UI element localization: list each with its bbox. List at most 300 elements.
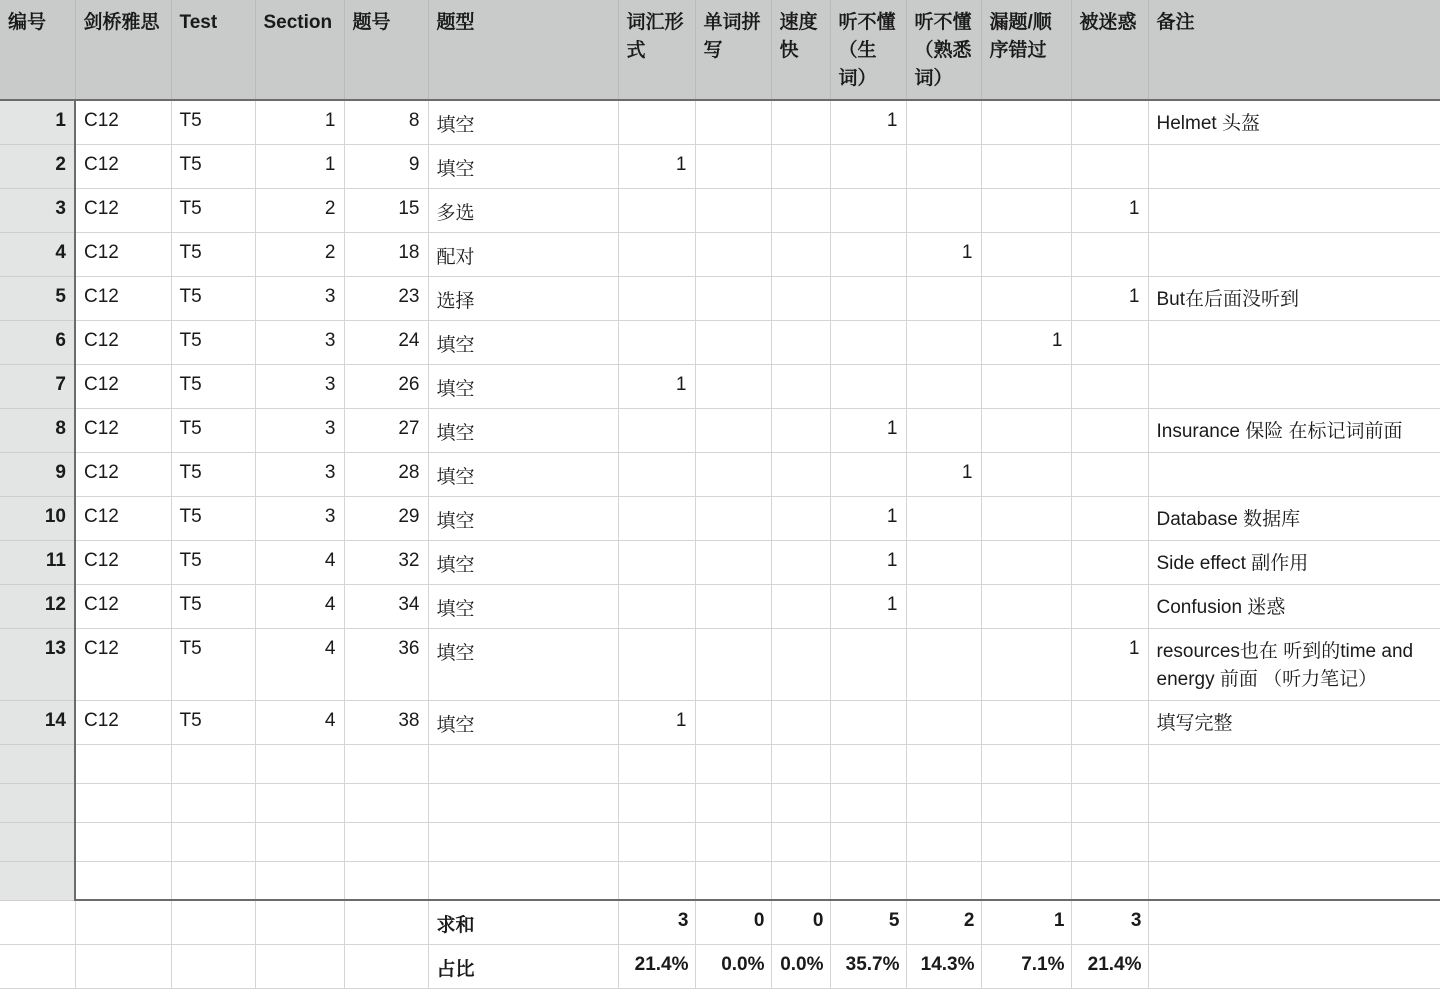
header-cell[interactable]: 漏题/顺序错过 xyxy=(981,0,1071,100)
question-type-cell[interactable]: 多选 xyxy=(428,188,618,232)
missed-order-cell[interactable] xyxy=(981,100,1071,144)
vocab-form-cell[interactable] xyxy=(618,188,695,232)
empty-cell[interactable] xyxy=(171,900,255,944)
empty-cell[interactable] xyxy=(618,822,695,861)
book-cell[interactable]: C12 xyxy=(75,700,171,744)
question-type-cell[interactable]: 填空 xyxy=(428,408,618,452)
empty-cell[interactable] xyxy=(255,900,344,944)
unknown-familiar-word-cell[interactable] xyxy=(906,320,981,364)
speed-cell[interactable] xyxy=(771,584,830,628)
question-type-cell[interactable]: 填空 xyxy=(428,628,618,700)
question-number-cell[interactable]: 27 xyxy=(344,408,428,452)
unknown-familiar-word-cell[interactable] xyxy=(906,496,981,540)
section-cell[interactable]: 2 xyxy=(255,232,344,276)
speed-cell[interactable] xyxy=(771,540,830,584)
note-cell[interactable]: 填写完整 xyxy=(1148,700,1440,744)
row-number[interactable]: 11 xyxy=(0,540,75,584)
empty-cell[interactable] xyxy=(0,861,75,900)
section-cell[interactable]: 4 xyxy=(255,540,344,584)
empty-cell[interactable] xyxy=(771,822,830,861)
spelling-cell[interactable] xyxy=(695,320,771,364)
speed-cell[interactable] xyxy=(771,188,830,232)
spelling-cell[interactable] xyxy=(695,100,771,144)
empty-cell[interactable] xyxy=(1071,822,1148,861)
unknown-new-word-cell[interactable] xyxy=(830,232,906,276)
note-cell[interactable] xyxy=(1148,232,1440,276)
speed-cell[interactable] xyxy=(771,364,830,408)
book-cell[interactable]: C12 xyxy=(75,364,171,408)
header-cell[interactable]: 词汇形式 xyxy=(618,0,695,100)
sum-row-value[interactable]: 3 xyxy=(618,900,695,944)
unknown-familiar-word-cell[interactable] xyxy=(906,628,981,700)
speed-cell[interactable] xyxy=(771,408,830,452)
note-cell[interactable] xyxy=(1148,320,1440,364)
empty-cell[interactable] xyxy=(344,900,428,944)
test-cell[interactable]: T5 xyxy=(171,276,255,320)
empty-cell[interactable] xyxy=(981,744,1071,783)
header-cell[interactable]: 速度快 xyxy=(771,0,830,100)
test-cell[interactable]: T5 xyxy=(171,100,255,144)
spelling-cell[interactable] xyxy=(695,540,771,584)
empty-cell[interactable] xyxy=(255,822,344,861)
empty-cell[interactable] xyxy=(255,944,344,988)
book-cell[interactable]: C12 xyxy=(75,496,171,540)
header-cell[interactable]: 题号 xyxy=(344,0,428,100)
missed-order-cell[interactable] xyxy=(981,540,1071,584)
book-cell[interactable]: C12 xyxy=(75,144,171,188)
empty-cell[interactable] xyxy=(981,861,1071,900)
unknown-familiar-word-cell[interactable] xyxy=(906,188,981,232)
missed-order-cell[interactable] xyxy=(981,584,1071,628)
empty-cell[interactable] xyxy=(344,822,428,861)
empty-cell[interactable] xyxy=(618,783,695,822)
unknown-new-word-cell[interactable] xyxy=(830,188,906,232)
sum-row-value[interactable]: 1 xyxy=(981,900,1071,944)
speed-cell[interactable] xyxy=(771,276,830,320)
section-cell[interactable]: 1 xyxy=(255,144,344,188)
test-cell[interactable]: T5 xyxy=(171,188,255,232)
test-cell[interactable]: T5 xyxy=(171,408,255,452)
question-number-cell[interactable]: 18 xyxy=(344,232,428,276)
empty-cell[interactable] xyxy=(344,783,428,822)
book-cell[interactable]: C12 xyxy=(75,540,171,584)
speed-cell[interactable] xyxy=(771,496,830,540)
book-cell[interactable]: C12 xyxy=(75,320,171,364)
confused-cell[interactable] xyxy=(1071,584,1148,628)
table-row xyxy=(0,364,1440,408)
header-cell[interactable]: 单词拼写 xyxy=(695,0,771,100)
section-cell[interactable]: 4 xyxy=(255,700,344,744)
unknown-familiar-word-cell[interactable] xyxy=(906,700,981,744)
empty-cell[interactable] xyxy=(344,744,428,783)
empty-cell[interactable] xyxy=(171,861,255,900)
confused-cell[interactable] xyxy=(1071,700,1148,744)
vocab-form-cell[interactable] xyxy=(618,320,695,364)
confused-cell[interactable] xyxy=(1071,100,1148,144)
empty-cell[interactable] xyxy=(171,822,255,861)
book-cell[interactable]: C12 xyxy=(75,100,171,144)
empty-cell[interactable] xyxy=(344,944,428,988)
confused-cell[interactable] xyxy=(1071,496,1148,540)
speed-cell[interactable] xyxy=(771,100,830,144)
empty-cell[interactable] xyxy=(1148,822,1440,861)
empty-cell[interactable] xyxy=(75,944,171,988)
missed-order-cell[interactable] xyxy=(981,144,1071,188)
section-cell[interactable]: 3 xyxy=(255,276,344,320)
spelling-cell[interactable] xyxy=(695,144,771,188)
question-number-cell[interactable]: 15 xyxy=(344,188,428,232)
empty-cell[interactable] xyxy=(1071,783,1148,822)
question-type-cell[interactable]: 填空 xyxy=(428,320,618,364)
empty-cell[interactable] xyxy=(906,783,981,822)
book-cell[interactable]: C12 xyxy=(75,408,171,452)
question-type-cell[interactable]: 选择 xyxy=(428,276,618,320)
book-cell[interactable]: C12 xyxy=(75,452,171,496)
header-cell[interactable]: 编号 xyxy=(0,0,75,100)
empty-cell[interactable] xyxy=(171,944,255,988)
unknown-familiar-word-cell[interactable] xyxy=(906,100,981,144)
section-cell[interactable]: 3 xyxy=(255,496,344,540)
question-number-cell[interactable]: 23 xyxy=(344,276,428,320)
question-type-cell[interactable]: 配对 xyxy=(428,232,618,276)
note-cell[interactable]: Helmet 头盔 xyxy=(1148,100,1440,144)
unknown-familiar-word-cell[interactable] xyxy=(906,540,981,584)
empty-cell[interactable] xyxy=(771,744,830,783)
table-row xyxy=(0,584,1440,628)
confused-cell[interactable] xyxy=(1071,452,1148,496)
confused-cell[interactable] xyxy=(1071,232,1148,276)
row-number[interactable]: 1 xyxy=(0,100,75,144)
empty-cell[interactable] xyxy=(1148,783,1440,822)
row-number[interactable]: 13 xyxy=(0,628,75,700)
question-type-cell[interactable]: 填空 xyxy=(428,700,618,744)
missed-order-cell[interactable]: 1 xyxy=(981,320,1071,364)
unknown-new-word-cell[interactable]: 1 xyxy=(830,584,906,628)
unknown-new-word-cell[interactable]: 1 xyxy=(830,540,906,584)
confused-cell[interactable] xyxy=(1071,540,1148,584)
test-cell[interactable]: T5 xyxy=(171,496,255,540)
empty-cell[interactable] xyxy=(75,744,171,783)
table-row xyxy=(0,276,1440,320)
empty-cell[interactable] xyxy=(428,861,618,900)
question-type-cell[interactable]: 填空 xyxy=(428,496,618,540)
sum-row-value[interactable]: 5 xyxy=(830,900,906,944)
empty-cell[interactable] xyxy=(344,861,428,900)
note-cell[interactable]: Confusion 迷惑 xyxy=(1148,584,1440,628)
book-cell[interactable]: C12 xyxy=(75,276,171,320)
missed-order-cell[interactable] xyxy=(981,628,1071,700)
speed-cell[interactable] xyxy=(771,232,830,276)
empty-cell[interactable] xyxy=(1148,900,1440,944)
header-cell[interactable]: Test xyxy=(171,0,255,100)
row-number[interactable]: 12 xyxy=(0,584,75,628)
note-cell[interactable] xyxy=(1148,144,1440,188)
ratio-row-label[interactable]: 占比 xyxy=(428,944,618,988)
question-type-cell[interactable]: 填空 xyxy=(428,584,618,628)
book-cell[interactable]: C12 xyxy=(75,232,171,276)
section-cell[interactable]: 4 xyxy=(255,584,344,628)
empty-cell[interactable] xyxy=(0,900,75,944)
header-cell[interactable]: 听不懂（熟悉词） xyxy=(906,0,981,100)
test-cell[interactable]: T5 xyxy=(171,628,255,700)
note-cell[interactable] xyxy=(1148,188,1440,232)
confused-cell[interactable] xyxy=(1071,144,1148,188)
empty-cell[interactable] xyxy=(830,783,906,822)
row-number[interactable]: 8 xyxy=(0,408,75,452)
question-number-cell[interactable]: 24 xyxy=(344,320,428,364)
book-cell[interactable]: C12 xyxy=(75,628,171,700)
speed-cell[interactable] xyxy=(771,628,830,700)
section-cell[interactable]: 1 xyxy=(255,100,344,144)
vocab-form-cell[interactable] xyxy=(618,496,695,540)
missed-order-cell[interactable] xyxy=(981,452,1071,496)
spelling-cell[interactable] xyxy=(695,496,771,540)
speed-cell[interactable] xyxy=(771,700,830,744)
empty-cell[interactable] xyxy=(906,861,981,900)
test-cell[interactable]: T5 xyxy=(171,700,255,744)
sum-row-value[interactable]: 2 xyxy=(906,900,981,944)
empty-cell[interactable] xyxy=(1071,861,1148,900)
empty-cell[interactable] xyxy=(428,744,618,783)
empty-row xyxy=(0,822,1440,861)
empty-cell[interactable] xyxy=(255,744,344,783)
unknown-familiar-word-cell[interactable] xyxy=(906,408,981,452)
note-cell[interactable]: Insurance 保险 在标记词前面 xyxy=(1148,408,1440,452)
note-cell[interactable]: resources也在 听到的time and energy 前面 （听力笔记） xyxy=(1148,628,1440,700)
header-cell[interactable]: Section xyxy=(255,0,344,100)
empty-cell[interactable] xyxy=(618,861,695,900)
ratio-row-value[interactable]: 35.7% xyxy=(830,944,906,988)
ratio-row-value[interactable]: 7.1% xyxy=(981,944,1071,988)
empty-cell[interactable] xyxy=(1071,744,1148,783)
question-type-cell[interactable]: 填空 xyxy=(428,100,618,144)
unknown-familiar-word-cell[interactable] xyxy=(906,144,981,188)
ratio-row-value[interactable]: 0.0% xyxy=(771,944,830,988)
header-cell[interactable]: 备注 xyxy=(1148,0,1440,100)
empty-cell[interactable] xyxy=(171,783,255,822)
test-cell[interactable]: T5 xyxy=(171,540,255,584)
row-number[interactable]: 4 xyxy=(0,232,75,276)
spelling-cell[interactable] xyxy=(695,364,771,408)
vocab-form-cell[interactable] xyxy=(618,100,695,144)
note-cell[interactable]: Database 数据库 xyxy=(1148,496,1440,540)
empty-cell[interactable] xyxy=(981,783,1071,822)
row-number[interactable]: 5 xyxy=(0,276,75,320)
book-cell[interactable]: C12 xyxy=(75,584,171,628)
question-number-cell[interactable]: 26 xyxy=(344,364,428,408)
empty-cell[interactable] xyxy=(75,861,171,900)
confused-cell[interactable] xyxy=(1071,320,1148,364)
confused-cell[interactable]: 1 xyxy=(1071,628,1148,700)
spelling-cell[interactable] xyxy=(695,232,771,276)
empty-cell[interactable] xyxy=(906,822,981,861)
unknown-new-word-cell[interactable]: 1 xyxy=(830,100,906,144)
empty-cell[interactable] xyxy=(0,744,75,783)
empty-cell[interactable] xyxy=(171,744,255,783)
test-cell[interactable]: T5 xyxy=(171,584,255,628)
section-cell[interactable]: 3 xyxy=(255,320,344,364)
missed-order-cell[interactable] xyxy=(981,408,1071,452)
vocab-form-cell[interactable] xyxy=(618,408,695,452)
empty-cell[interactable] xyxy=(830,861,906,900)
note-cell[interactable]: But在后面没听到 xyxy=(1148,276,1440,320)
empty-cell[interactable] xyxy=(255,861,344,900)
unknown-new-word-cell[interactable] xyxy=(830,364,906,408)
empty-cell[interactable] xyxy=(428,783,618,822)
test-cell[interactable]: T5 xyxy=(171,232,255,276)
unknown-familiar-word-cell[interactable]: 1 xyxy=(906,232,981,276)
question-number-cell[interactable]: 38 xyxy=(344,700,428,744)
empty-cell[interactable] xyxy=(771,783,830,822)
ratio-row-value[interactable]: 14.3% xyxy=(906,944,981,988)
empty-cell[interactable] xyxy=(428,822,618,861)
confused-cell[interactable] xyxy=(1071,364,1148,408)
question-number-cell[interactable]: 8 xyxy=(344,100,428,144)
ratio-row-value[interactable]: 0.0% xyxy=(695,944,771,988)
note-cell[interactable]: Side effect 副作用 xyxy=(1148,540,1440,584)
note-cell[interactable] xyxy=(1148,452,1440,496)
speed-cell[interactable] xyxy=(771,452,830,496)
vocab-form-cell[interactable]: 1 xyxy=(618,364,695,408)
unknown-familiar-word-cell[interactable] xyxy=(906,364,981,408)
row-number[interactable]: 7 xyxy=(0,364,75,408)
missed-order-cell[interactable] xyxy=(981,496,1071,540)
section-cell[interactable]: 3 xyxy=(255,452,344,496)
empty-row xyxy=(0,861,1440,900)
empty-cell[interactable] xyxy=(618,744,695,783)
spelling-cell[interactable] xyxy=(695,408,771,452)
empty-cell[interactable] xyxy=(1148,861,1440,900)
spelling-cell[interactable] xyxy=(695,584,771,628)
unknown-new-word-cell[interactable] xyxy=(830,144,906,188)
vocab-form-cell[interactable] xyxy=(618,276,695,320)
missed-order-cell[interactable] xyxy=(981,276,1071,320)
sum-row-value[interactable]: 0 xyxy=(771,900,830,944)
test-cell[interactable]: T5 xyxy=(171,320,255,364)
missed-order-cell[interactable] xyxy=(981,232,1071,276)
speed-cell[interactable] xyxy=(771,144,830,188)
question-type-cell[interactable]: 填空 xyxy=(428,364,618,408)
sum-row-value[interactable]: 0 xyxy=(695,900,771,944)
test-cell[interactable]: T5 xyxy=(171,452,255,496)
unknown-new-word-cell[interactable] xyxy=(830,628,906,700)
empty-cell[interactable] xyxy=(0,822,75,861)
sum-row-value[interactable]: 3 xyxy=(1071,900,1148,944)
question-number-cell[interactable]: 9 xyxy=(344,144,428,188)
unknown-new-word-cell[interactable]: 1 xyxy=(830,496,906,540)
vocab-form-cell[interactable] xyxy=(618,540,695,584)
confused-cell[interactable]: 1 xyxy=(1071,188,1148,232)
spelling-cell[interactable] xyxy=(695,188,771,232)
header-cell[interactable]: 被迷惑 xyxy=(1071,0,1148,100)
section-cell[interactable]: 4 xyxy=(255,628,344,700)
empty-cell[interactable] xyxy=(830,822,906,861)
vocab-form-cell[interactable] xyxy=(618,232,695,276)
question-number-cell[interactable]: 36 xyxy=(344,628,428,700)
question-type-cell[interactable]: 填空 xyxy=(428,144,618,188)
empty-cell[interactable] xyxy=(981,822,1071,861)
ratio-row-value[interactable]: 21.4% xyxy=(618,944,695,988)
unknown-familiar-word-cell[interactable] xyxy=(906,584,981,628)
speed-cell[interactable] xyxy=(771,320,830,364)
vocab-form-cell[interactable] xyxy=(618,584,695,628)
ratio-row-value[interactable]: 21.4% xyxy=(1071,944,1148,988)
vocab-form-cell[interactable]: 1 xyxy=(618,700,695,744)
spelling-cell[interactable] xyxy=(695,276,771,320)
vocab-form-cell[interactable] xyxy=(618,452,695,496)
question-type-cell[interactable]: 填空 xyxy=(428,540,618,584)
empty-cell[interactable] xyxy=(695,744,771,783)
spelling-cell[interactable] xyxy=(695,628,771,700)
vocab-form-cell[interactable] xyxy=(618,628,695,700)
empty-cell[interactable] xyxy=(0,944,75,988)
row-number[interactable]: 2 xyxy=(0,144,75,188)
confused-cell[interactable] xyxy=(1071,408,1148,452)
question-number-cell[interactable]: 29 xyxy=(344,496,428,540)
section-cell[interactable]: 3 xyxy=(255,408,344,452)
spelling-cell[interactable] xyxy=(695,452,771,496)
missed-order-cell[interactable] xyxy=(981,364,1071,408)
note-cell[interactable] xyxy=(1148,364,1440,408)
unknown-new-word-cell[interactable] xyxy=(830,276,906,320)
row-number[interactable]: 10 xyxy=(0,496,75,540)
empty-cell[interactable] xyxy=(75,900,171,944)
missed-order-cell[interactable] xyxy=(981,700,1071,744)
confused-cell[interactable]: 1 xyxy=(1071,276,1148,320)
header-cell[interactable]: 剑桥雅思 xyxy=(75,0,171,100)
row-number[interactable]: 9 xyxy=(0,452,75,496)
empty-cell[interactable] xyxy=(695,861,771,900)
test-cell[interactable]: T5 xyxy=(171,144,255,188)
table-row xyxy=(0,320,1440,364)
row-number[interactable]: 14 xyxy=(0,700,75,744)
question-type-cell[interactable]: 填空 xyxy=(428,452,618,496)
question-number-cell[interactable]: 28 xyxy=(344,452,428,496)
row-number[interactable]: 3 xyxy=(0,188,75,232)
header-cell[interactable]: 听不懂（生词） xyxy=(830,0,906,100)
header-cell[interactable]: 题型 xyxy=(428,0,618,100)
unknown-new-word-cell[interactable]: 1 xyxy=(830,408,906,452)
empty-cell[interactable] xyxy=(1148,744,1440,783)
empty-cell[interactable] xyxy=(771,861,830,900)
vocab-form-cell[interactable]: 1 xyxy=(618,144,695,188)
empty-cell[interactable] xyxy=(695,822,771,861)
empty-cell[interactable] xyxy=(695,783,771,822)
question-number-cell[interactable]: 34 xyxy=(344,584,428,628)
section-cell[interactable]: 2 xyxy=(255,188,344,232)
unknown-new-word-cell[interactable] xyxy=(830,452,906,496)
unknown-familiar-word-cell[interactable] xyxy=(906,276,981,320)
section-cell[interactable]: 3 xyxy=(255,364,344,408)
spelling-cell[interactable] xyxy=(695,700,771,744)
empty-cell[interactable] xyxy=(906,744,981,783)
empty-cell[interactable] xyxy=(1148,944,1440,988)
test-cell[interactable]: T5 xyxy=(171,364,255,408)
empty-cell[interactable] xyxy=(255,783,344,822)
missed-order-cell[interactable] xyxy=(981,188,1071,232)
unknown-new-word-cell[interactable] xyxy=(830,320,906,364)
book-cell[interactable]: C12 xyxy=(75,188,171,232)
empty-cell[interactable] xyxy=(0,783,75,822)
empty-cell[interactable] xyxy=(75,822,171,861)
sum-row-label[interactable]: 求和 xyxy=(428,900,618,944)
row-number[interactable]: 6 xyxy=(0,320,75,364)
unknown-new-word-cell[interactable] xyxy=(830,700,906,744)
empty-cell[interactable] xyxy=(75,783,171,822)
empty-cell[interactable] xyxy=(830,744,906,783)
question-number-cell[interactable]: 32 xyxy=(344,540,428,584)
unknown-familiar-word-cell[interactable]: 1 xyxy=(906,452,981,496)
